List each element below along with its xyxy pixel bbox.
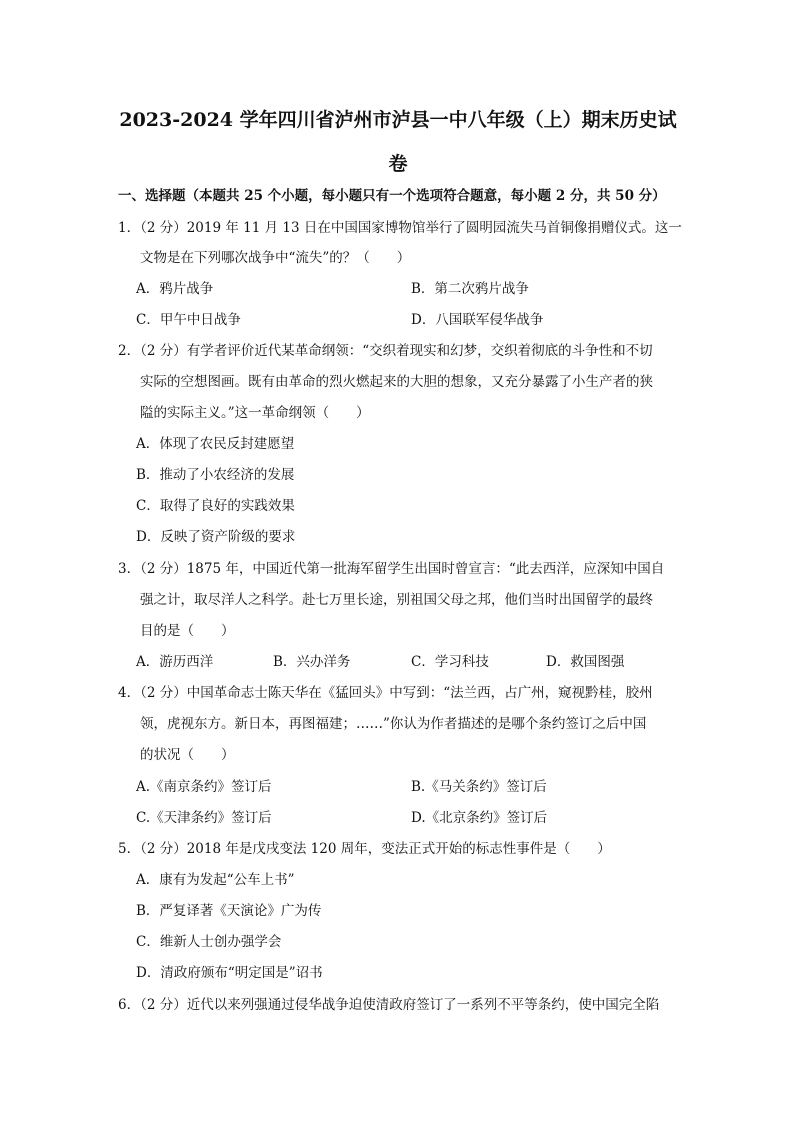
question-4-option-d: D.《北京条约》签订后: [411, 810, 548, 826]
question-5-option-a: A．康有为发起“公车上书”: [136, 872, 295, 888]
question-2-option-d: D．反映了资产阶级的要求: [136, 529, 296, 545]
question-2-stem-line-1: 2．（2 分）有学者评价近代某革命纲领：“交织着现实和幻梦，交织着彻底的斗争性和不切: [118, 343, 653, 359]
question-2-option-c: C．取得了良好的实践效果: [136, 498, 295, 514]
question-5-option-c: C．维新人士创办强学会: [136, 934, 282, 950]
question-5-stem-line-1: 5．（2 分）2018 年是戊戌变法 120 周年，变法正式开始的标志性事件是（ ）: [118, 841, 611, 857]
question-5-option-d: D．清政府颁布“明定国是”诏书: [136, 965, 323, 981]
question-4-option-b: B.《马关条约》签订后: [411, 779, 547, 795]
question-2-stem-line-3: 隘的实际主义。”这一革命纲领（ ）: [140, 405, 370, 421]
document-title-line-1: 2023-2024 学年四川省泸州市泸县一中八年级（上）期末历史试: [119, 109, 677, 131]
question-5-option-b: B．严复译著《天演论》广为传: [136, 903, 322, 919]
document-title-line-2: 卷: [388, 153, 408, 175]
question-3-option-d: D．救国图强: [546, 654, 625, 670]
question-4-stem-line-3: 的状况（ ）: [140, 747, 235, 763]
question-2-option-b: B．推动了小农经济的发展: [136, 467, 295, 483]
question-4-stem-line-2: 领，虎视东方。新日本，再图福建；……”你认为作者描述的是哪个条约签订之后中国: [140, 716, 647, 732]
question-3-stem-line-2: 强之计，取尽洋人之科学。赴七万里长途，别祖国父母之邦，他们当时出国留学的最终: [140, 592, 653, 608]
question-2-stem-line-2: 实际的空想图画。既有由革命的烈火燃起来的大胆的想象，又充分暴露了小生产者的狭: [140, 374, 653, 390]
question-1-stem-line-2: 文物是在下列哪次战争中“流失”的？（ ）: [140, 250, 411, 266]
question-3-option-a: A．游历西洋: [136, 654, 214, 670]
section-heading: 一、选择题（本题共 25 个小题，每小题只有一个选项符合题意，每小题 2 分，共 50 分）: [118, 188, 666, 204]
question-2-option-a: A．体现了农民反封建愿望: [136, 436, 295, 452]
question-1-option-d: D．八国联军侵华战争: [411, 312, 544, 328]
question-1-option-a: A．鸦片战争: [136, 281, 214, 297]
question-4-option-a: A.《南京条约》签订后: [136, 779, 272, 795]
question-6-stem-line-1: 6．（2 分）近代以来列强通过侵华战争迫使清政府签订了一系列不平等条约，使中国完全陷: [118, 997, 660, 1013]
question-1-option-b: B．第二次鸦片战争: [411, 281, 529, 297]
question-1-stem-line-1: 1．（2 分）2019 年 11 月 13 日在中国国家博物馆举行了圆明园流失马首铜像捐赠仪式。这一: [118, 220, 682, 236]
question-3-stem-line-1: 3．（2 分）1875 年，中国近代第一批海军留学生出国时曾宣言：“此去西洋，应深知中国自: [118, 561, 665, 577]
question-3-stem-line-3: 目的是（ ）: [140, 623, 235, 639]
question-1-option-c: C．甲午中日战争: [136, 312, 241, 328]
question-4-stem-line-1: 4．（2 分）中国革命志士陈天华在《猛回头》中写到：“法兰西，占广州，窥视黔桂，胶州: [118, 685, 653, 701]
question-3-option-b: B．兴办洋务: [273, 654, 351, 670]
question-4-option-c: C.《天津条约》签订后: [136, 810, 272, 826]
question-3-option-c: C．学习科技: [411, 654, 489, 670]
